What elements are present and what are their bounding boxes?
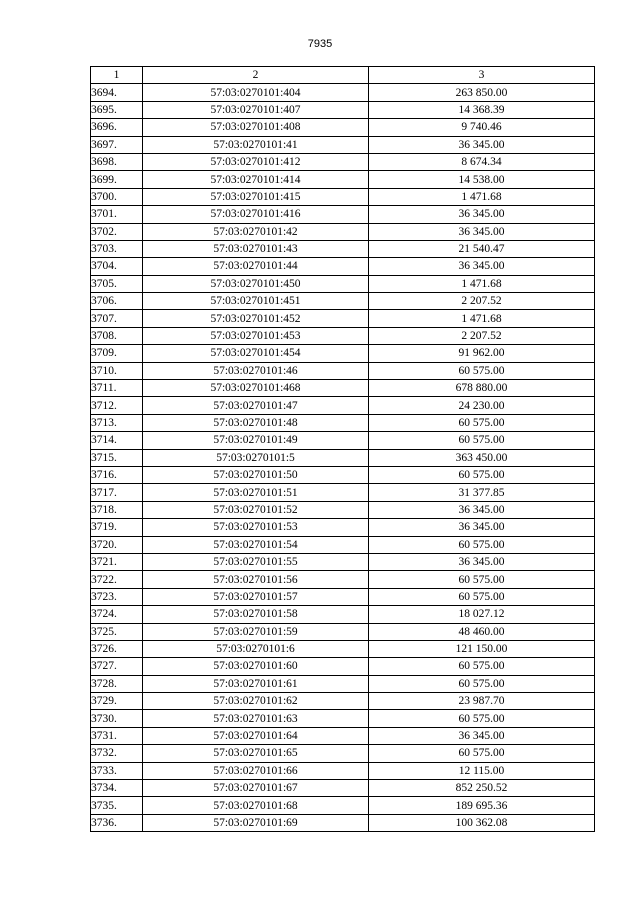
row-number: 3698. — [91, 153, 143, 170]
row-number: 3723. — [91, 588, 143, 605]
column-header-1: 1 — [91, 67, 143, 84]
row-number: 3716. — [91, 466, 143, 483]
table-row — [91, 345, 595, 362]
table-row — [91, 101, 595, 118]
cadastral-number: 57:03:0270101:46 — [143, 362, 369, 379]
table-row — [91, 762, 595, 779]
cadastral-number: 57:03:0270101:5 — [143, 449, 369, 466]
cadastral-number: 57:03:0270101:404 — [143, 84, 369, 101]
cadastral-table — [90, 66, 595, 832]
table-row — [91, 553, 595, 570]
row-number: 3699. — [91, 171, 143, 188]
cadastral-number: 57:03:0270101:66 — [143, 762, 369, 779]
cadastral-value: 678 880.00 — [369, 380, 595, 397]
cadastral-value: 8 674.34 — [369, 153, 595, 170]
cadastral-value: 60 575.00 — [369, 414, 595, 431]
cadastral-number: 57:03:0270101:47 — [143, 397, 369, 414]
table-row — [91, 623, 595, 640]
cadastral-number: 57:03:0270101:451 — [143, 293, 369, 310]
cadastral-value: 36 345.00 — [369, 553, 595, 570]
row-number: 3707. — [91, 310, 143, 327]
row-number: 3700. — [91, 188, 143, 205]
table-row — [91, 293, 595, 310]
row-number: 3701. — [91, 206, 143, 223]
table-row — [91, 84, 595, 101]
cadastral-value: 1 471.68 — [369, 188, 595, 205]
cadastral-value: 1 471.68 — [369, 310, 595, 327]
row-number: 3736. — [91, 814, 143, 831]
table-row — [91, 588, 595, 605]
cadastral-number: 57:03:0270101:50 — [143, 466, 369, 483]
cadastral-value: 21 540.47 — [369, 240, 595, 257]
row-number: 3731. — [91, 727, 143, 744]
cadastral-number: 57:03:0270101:43 — [143, 240, 369, 257]
cadastral-value: 12 115.00 — [369, 762, 595, 779]
row-number: 3719. — [91, 519, 143, 536]
cadastral-number: 57:03:0270101:67 — [143, 780, 369, 797]
row-number: 3722. — [91, 571, 143, 588]
cadastral-value: 31 377.85 — [369, 484, 595, 501]
table-row — [91, 414, 595, 431]
row-number: 3706. — [91, 293, 143, 310]
cadastral-number: 57:03:0270101:57 — [143, 588, 369, 605]
table-row — [91, 310, 595, 327]
table-row — [91, 258, 595, 275]
page-number: 7935 — [307, 38, 333, 50]
cadastral-number: 57:03:0270101:48 — [143, 414, 369, 431]
cadastral-value: 23 987.70 — [369, 693, 595, 710]
cadastral-value: 36 345.00 — [369, 136, 595, 153]
row-number: 3704. — [91, 258, 143, 275]
table-row — [91, 606, 595, 623]
table-row — [91, 710, 595, 727]
table-row — [91, 814, 595, 831]
table-row — [91, 432, 595, 449]
cadastral-value: 36 345.00 — [369, 258, 595, 275]
row-number: 3712. — [91, 397, 143, 414]
table-row — [91, 327, 595, 344]
cadastral-value: 60 575.00 — [369, 658, 595, 675]
cadastral-value: 2 207.52 — [369, 293, 595, 310]
cadastral-number: 57:03:0270101:407 — [143, 101, 369, 118]
row-number: 3725. — [91, 623, 143, 640]
row-number: 3715. — [91, 449, 143, 466]
table-row — [91, 675, 595, 692]
table-row — [91, 484, 595, 501]
row-number: 3705. — [91, 275, 143, 292]
column-header-2: 2 — [143, 67, 369, 84]
cadastral-value: 36 345.00 — [369, 206, 595, 223]
row-number: 3703. — [91, 240, 143, 257]
column-header-3: 3 — [369, 67, 595, 84]
row-number: 3730. — [91, 710, 143, 727]
cadastral-number: 57:03:0270101:412 — [143, 153, 369, 170]
table-row — [91, 693, 595, 710]
cadastral-number: 57:03:0270101:416 — [143, 206, 369, 223]
table-row — [91, 536, 595, 553]
row-number: 3733. — [91, 762, 143, 779]
cadastral-number: 57:03:0270101:63 — [143, 710, 369, 727]
cadastral-value: 2 207.52 — [369, 327, 595, 344]
cadastral-number: 57:03:0270101:56 — [143, 571, 369, 588]
cadastral-number: 57:03:0270101:54 — [143, 536, 369, 553]
row-number: 3735. — [91, 797, 143, 814]
row-number: 3717. — [91, 484, 143, 501]
cadastral-value: 36 345.00 — [369, 519, 595, 536]
cadastral-value: 60 575.00 — [369, 466, 595, 483]
row-number: 3696. — [91, 119, 143, 136]
cadastral-number: 57:03:0270101:51 — [143, 484, 369, 501]
cadastral-number: 57:03:0270101:415 — [143, 188, 369, 205]
cadastral-value: 189 695.36 — [369, 797, 595, 814]
cadastral-value: 263 850.00 — [369, 84, 595, 101]
table-row — [91, 797, 595, 814]
cadastral-value: 60 575.00 — [369, 710, 595, 727]
row-number: 3727. — [91, 658, 143, 675]
cadastral-value: 100 362.08 — [369, 814, 595, 831]
cadastral-number: 57:03:0270101:52 — [143, 501, 369, 518]
table-row — [91, 188, 595, 205]
row-number: 3721. — [91, 553, 143, 570]
table-row — [91, 466, 595, 483]
table-row — [91, 397, 595, 414]
table-row — [91, 640, 595, 657]
cadastral-value: 24 230.00 — [369, 397, 595, 414]
cadastral-value: 60 575.00 — [369, 432, 595, 449]
row-number: 3697. — [91, 136, 143, 153]
cadastral-value: 14 368.39 — [369, 101, 595, 118]
cadastral-number: 57:03:0270101:68 — [143, 797, 369, 814]
row-number: 3694. — [91, 84, 143, 101]
row-number: 3702. — [91, 223, 143, 240]
cadastral-number: 57:03:0270101:59 — [143, 623, 369, 640]
cadastral-value: 60 575.00 — [369, 536, 595, 553]
table-body — [91, 84, 595, 832]
table-row — [91, 519, 595, 536]
cadastral-value: 36 345.00 — [369, 223, 595, 240]
cadastral-value: 18 027.12 — [369, 606, 595, 623]
cadastral-value: 60 575.00 — [369, 588, 595, 605]
table-row — [91, 223, 595, 240]
cadastral-number: 57:03:0270101:452 — [143, 310, 369, 327]
table-row — [91, 780, 595, 797]
cadastral-value: 60 575.00 — [369, 362, 595, 379]
table-row — [91, 571, 595, 588]
cadastral-number: 57:03:0270101:61 — [143, 675, 369, 692]
cadastral-value: 852 250.52 — [369, 780, 595, 797]
table-row — [91, 727, 595, 744]
cadastral-number: 57:03:0270101:53 — [143, 519, 369, 536]
table-row — [91, 449, 595, 466]
cadastral-value: 36 345.00 — [369, 727, 595, 744]
cadastral-value: 60 575.00 — [369, 675, 595, 692]
cadastral-number: 57:03:0270101:454 — [143, 345, 369, 362]
row-number: 3729. — [91, 693, 143, 710]
cadastral-number: 57:03:0270101:64 — [143, 727, 369, 744]
cadastral-value: 60 575.00 — [369, 571, 595, 588]
table-row — [91, 380, 595, 397]
table-row — [91, 362, 595, 379]
row-number: 3710. — [91, 362, 143, 379]
cadastral-number: 57:03:0270101:58 — [143, 606, 369, 623]
cadastral-number: 57:03:0270101:60 — [143, 658, 369, 675]
table-header-row — [91, 67, 595, 84]
cadastral-number: 57:03:0270101:62 — [143, 693, 369, 710]
row-number: 3734. — [91, 780, 143, 797]
cadastral-number: 57:03:0270101:55 — [143, 553, 369, 570]
cadastral-value: 60 575.00 — [369, 745, 595, 762]
cadastral-value: 363 450.00 — [369, 449, 595, 466]
cadastral-number: 57:03:0270101:69 — [143, 814, 369, 831]
row-number: 3726. — [91, 640, 143, 657]
cadastral-number: 57:03:0270101:414 — [143, 171, 369, 188]
cadastral-number: 57:03:0270101:49 — [143, 432, 369, 449]
cadastral-number: 57:03:0270101:41 — [143, 136, 369, 153]
row-number: 3718. — [91, 501, 143, 518]
table-row — [91, 240, 595, 257]
cadastral-value: 9 740.46 — [369, 119, 595, 136]
row-number: 3732. — [91, 745, 143, 762]
table-row — [91, 275, 595, 292]
row-number: 3708. — [91, 327, 143, 344]
row-number: 3724. — [91, 606, 143, 623]
cadastral-value: 91 962.00 — [369, 345, 595, 362]
table-row — [91, 136, 595, 153]
row-number: 3711. — [91, 380, 143, 397]
cadastral-number: 57:03:0270101:65 — [143, 745, 369, 762]
cadastral-number: 57:03:0270101:468 — [143, 380, 369, 397]
table-row — [91, 153, 595, 170]
table-row — [91, 119, 595, 136]
cadastral-value: 1 471.68 — [369, 275, 595, 292]
table-row — [91, 501, 595, 518]
table-row — [91, 171, 595, 188]
row-number: 3695. — [91, 101, 143, 118]
cadastral-number: 57:03:0270101:408 — [143, 119, 369, 136]
row-number: 3714. — [91, 432, 143, 449]
row-number: 3709. — [91, 345, 143, 362]
cadastral-value: 14 538.00 — [369, 171, 595, 188]
cadastral-number: 57:03:0270101:450 — [143, 275, 369, 292]
cadastral-value: 121 150.00 — [369, 640, 595, 657]
cadastral-value: 48 460.00 — [369, 623, 595, 640]
table-row — [91, 745, 595, 762]
row-number: 3728. — [91, 675, 143, 692]
row-number: 3720. — [91, 536, 143, 553]
table-row — [91, 206, 595, 223]
table-row — [91, 658, 595, 675]
cadastral-number: 57:03:0270101:453 — [143, 327, 369, 344]
cadastral-value: 36 345.00 — [369, 501, 595, 518]
cadastral-number: 57:03:0270101:6 — [143, 640, 369, 657]
cadastral-number: 57:03:0270101:44 — [143, 258, 369, 275]
row-number: 3713. — [91, 414, 143, 431]
cadastral-number: 57:03:0270101:42 — [143, 223, 369, 240]
